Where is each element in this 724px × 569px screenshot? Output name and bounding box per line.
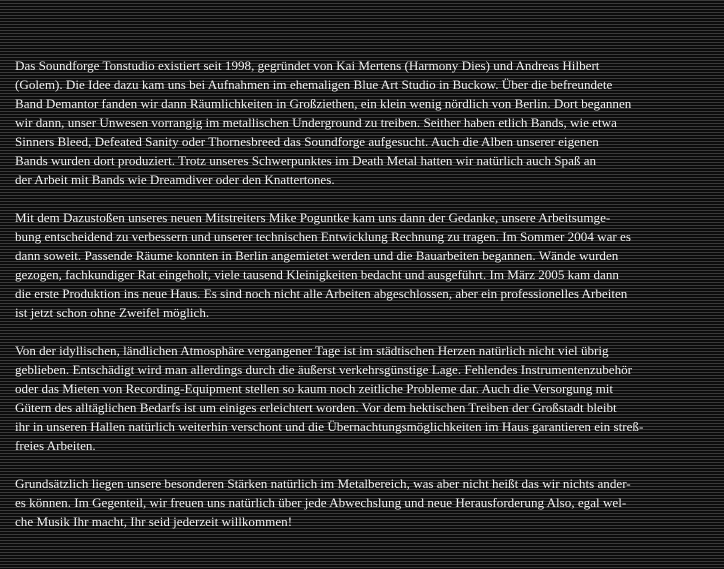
text-line: Mit dem Dazustoßen unseres neuen Mitstreiters Mike Poguntke kam uns dann der Gedanke, unsere Arbeitsumge- <box>15 210 611 225</box>
text-line: ist jetzt schon ohne Zweifel möglich. <box>15 305 210 320</box>
paragraph-location <box>15 341 717 455</box>
studio-description <box>15 56 717 550</box>
text-line: geblieben. Entschädigt wird man allerdings durch die äußerst verkehrsgünstige Lage. Fehlendes Instrumentenzubehör <box>15 362 633 377</box>
text-line: ihr in unseren Hallen natürlich weiterhin verschont und die Übernachtungsmöglichkeiten im Haus garantieren ein streß- <box>15 419 644 434</box>
text-line: der Arbeit mit Bands wie Dreamdiver oder den Knattertones. <box>15 172 335 187</box>
text-line: es können. Im Gegenteil, wir freuen uns natürlich über jede Abwechslung und neue Herausforderung Also, egal wel- <box>15 495 627 510</box>
paragraph-strengths <box>15 474 717 531</box>
text-line: Von der idyllischen, ländlichen Atmosphäre vergangener Tage ist im städtischen Herzen natürlich nicht viel übrig <box>15 343 609 358</box>
text-line: Grundsätzlich liegen unsere besonderen Stärken natürlich im Metalbereich, was aber nicht heißt das wir nichts ander- <box>15 476 631 491</box>
text-line: Das Soundforge Tonstudio existiert seit 1998, gegründet von Kai Mertens (Harmony Dies) und Andreas Hilbert <box>15 58 600 73</box>
text-line: bung entscheidend zu verbessern und unserer technischen Entwicklung Rechnung zu tragen. Im Sommer 2004 war es <box>15 229 631 244</box>
text-line: die erste Produktion ins neue Haus. Es sind noch nicht alle Arbeiten abgeschlossen, aber ein professionelles Arbeiten <box>15 286 628 301</box>
text-line: Gütern des alltäglichen Bedarfs ist um einiges erleichtert worden. Vor dem hektischen Treiben der Großstadt bleibt <box>15 400 617 415</box>
text-line: che Musik Ihr macht, Ihr seid jederzeit willkommen! <box>15 514 293 529</box>
text-line: (Golem). Die Idee dazu kam uns bei Aufnahmen im ehemaligen Blue Art Studio in Buckow. Über die befreundete <box>15 77 613 92</box>
paragraph-new-studio <box>15 208 717 322</box>
text-line: gezogen, fachkundiger Rat eingeholt, viele tausend Kleinigkeiten bedacht und ausgeführt. Im März 2005 kam dann <box>15 267 619 282</box>
text-line: freies Arbeiten. <box>15 438 96 453</box>
text-line: Band Demantor fanden wir dann Räumlichkeiten in Großziethen, ein klein wenig nördlich von Berlin. Dort begannen <box>15 96 632 111</box>
text-line: dann soweit. Passende Räume konnten in Berlin angemietet werden und die Bauarbeiten begannen. Wände wurden <box>15 248 619 263</box>
text-line: oder das Mieten von Recording-Equipment stellen so kaum noch zeitliche Probleme dar. Auch die Versorgung mit <box>15 381 614 396</box>
text-line: Sinners Bleed, Defeated Sanity oder Thornesbreed das Soundforge aufgesucht. Auch die Alben unserer eigenen <box>15 134 599 149</box>
text-line: wir dann, unser Unwesen vorrangig im metallischen Underground zu treiben. Seither haben etlich Bands, wie etwa <box>15 115 617 130</box>
text-line: Bands wurden dort produziert. Trotz unseres Schwerpunktes im Death Metal hatten wir natürlich auch Spaß an <box>15 153 597 168</box>
paragraph-history <box>15 56 717 189</box>
